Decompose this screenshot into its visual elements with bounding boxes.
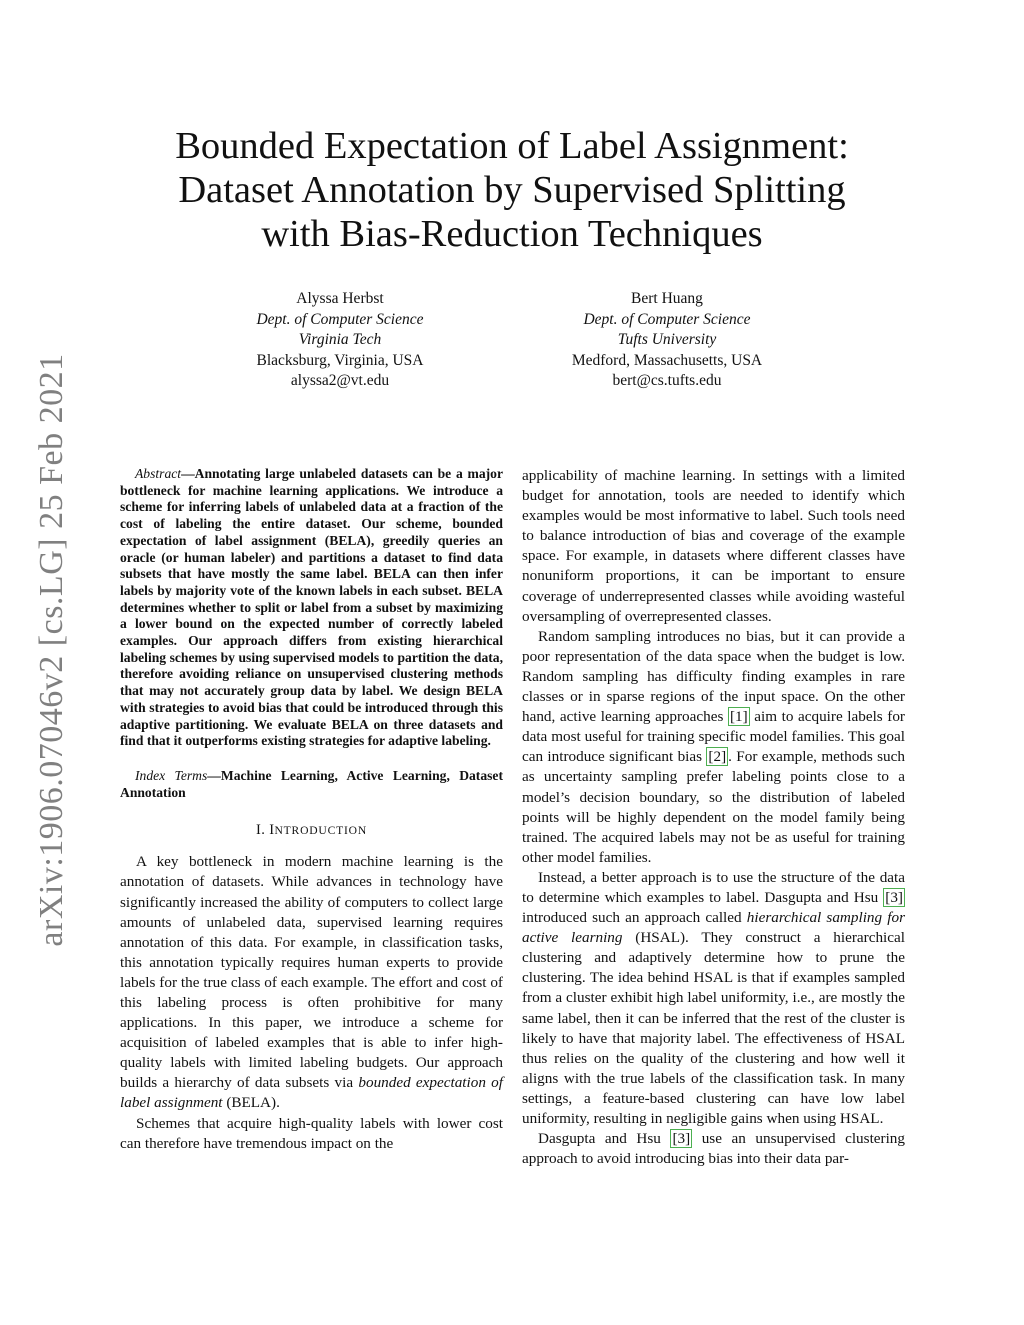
citation-link[interactable]: [1] [729, 708, 748, 726]
intro-paragraph-1: A key bottleneck in modern machine learning is the annotation of datasets. While advances in technology have significantly increased the ability of computers to collect large amounts of unlabeled data, supervised learning requires annotation of this data. For example, in classification tasks, this annotation typically requires human experts to provide labels for the true class of each example. The effort and cost of this labeling process is often prohibitive for many applications. In this paper, we introduce a scheme for acquisition of labeled examples that is able to infer high-quality labels with limited labeling budgets. Our approach builds a hierarchy of data subsets via bounded expectation of label assignment (BELA). [120, 853, 503, 1112]
intro-paragraph-2: Schemes that acquire high-quality labels with lower cost can therefore have tremendous impact on the [120, 1114, 503, 1152]
right-column [522, 466, 905, 1169]
abstract-label: Abstract [135, 466, 182, 481]
index-terms-text: Machine Learning, Active Learning, Dataset Annotation [120, 767, 503, 800]
author-block-1 [170, 289, 510, 392]
right-paragraph-1: applicability of machine learning. In settings with a limited budget for annotation, tools are needed to identify which examples would be most informative to label. Such tools need to balance introduction of bias and coverage of the example space. For example, in datasets where different classes have nonuniform proportions, it can be important to ensure coverage of underrepresented classes while avoiding wasteful oversampling of overrepresented classes. [522, 467, 905, 625]
author-institution: Tufts University [617, 331, 717, 349]
author-block-2 [497, 289, 837, 392]
author-institution: Virginia Tech [298, 331, 382, 349]
author-email: bert@cs.tufts.edu [612, 372, 722, 390]
left-column [120, 466, 503, 1154]
section-heading-introduction: I. INTRODUCTION [255, 822, 368, 839]
author-email: alyssa2@vt.edu [290, 372, 390, 390]
arxiv-watermark: arXiv:1906.07046v2 [cs.LG] 25 Feb 2021 [33, 353, 70, 947]
paper-title [100, 124, 924, 256]
author-location: Blacksburg, Virginia, USA [256, 351, 424, 369]
title-line-3: with Bias-Reduction Techniques [261, 213, 763, 255]
citation-link[interactable]: [3] [672, 1130, 691, 1148]
abstract-text: Annotating large unlabeled datasets can be a major bottleneck for machine learning applications. We introduce a scheme for inferring labels of unlabeled data at a fraction of the cost of labeling the entire dataset. Our scheme, bounded expectation of label assignment (BELA), greedily queries an oracle (or human labeler) and partitions a dataset to find data subsets that have mostly the same label. BELA can then infer labels by majority vote of the known labels in each subset. BELA determines whether to split or label from a subset by maximizing a lower bound on the expected number of correctly labeled examples. Our approach differs from existing hierarchical labeling schemes by using supervised models to partition the data, therefore avoiding reliance on unsupervised clustering methods that may not accurately group data by label. We design BELA with strategies to avoid bias that could be introduced through this adaptive partitioning. We evaluate BELA on three datasets and find that it outperforms existing strategies for adaptive labeling. [120, 466, 503, 749]
citation-link[interactable]: [3] [885, 888, 903, 906]
abstract: Abstract—Annotating large unlabeled datasets can be a major bottleneck for machine learning applications. We introduce a scheme for inferring labels of unlabeled data at a fraction of the cost of labeling the entire dataset. Our scheme, bounded expectation of label assignment (BELA), greedily queries an oracle (or human labeler) and partitions a dataset to find data subsets that have mostly the same label. BELA can then infer labels by majority vote of the known labels in each subset. BELA determines whether to split or label from a subset by maximizing a lower bound on the expected number of correctly labeled examples. Our approach differs from existing hierarchical labeling schemes by using supervised models to partition the data, therefore avoiding reliance on unsupervised clustering methods that may not accurately group data by label. We design BELA with strategies to avoid bias that could be introduced through this adaptive partitioning. We evaluate BELA on three datasets and find that it outperforms existing strategies for adaptive labeling. [120, 466, 503, 749]
index-terms: Index Terms—Machine Learning, Active Learning, Dataset Annotation [120, 767, 503, 800]
right-paragraph-2: Random sampling introduces no bias, but it can provide a poor representation of the data space when the budget is low. Random sampling has difficulty finding examples in rare classes or in sparse regions of the input space. On the other hand, active learning approaches [1] aim to acquire labels for data most useful for training specific model families. This goal can introduce significant bias [2] . For example, methods such as uncertainty sampling prefer labeling points close to a model’s decision boundary, so the distribution of labeled points will be highly dependent on the model family being trained. The acquired labels may not be as useful for training other model families. [522, 627, 905, 866]
right-paragraph-3: Instead, a better approach is to use the structure of the data to determine which examples to label. Dasgupta and Hsu [3] introduced such an approach called hierarchical sampling for active learning (HSAL). They construct a hierarchical clustering and adaptively determine how to prune the clustering. The idea behind HSAL is that if examples sampled from a cluster exhibit high label uniformity, i.e., are mostly the same label, then it can be inferred that the rest of the cluster is likely to have that majority label. The effectiveness of HSAL thus relies on the quality of the clustering and how well it aligns with the true labels of the classification task. In many settings, a feature-based clustering can have low label uniformity, resulting in negligible gains when using HSAL. [522, 868, 905, 1127]
author-name: Bert Huang [631, 290, 703, 307]
author-name: Alyssa Herbst [296, 290, 384, 307]
author-dept: Dept. of Computer Science [583, 310, 751, 328]
citation-link[interactable]: [2] [708, 748, 727, 766]
title-line-1: Bounded Expectation of Label Assignment: [175, 125, 849, 167]
author-dept: Dept. of Computer Science [256, 310, 424, 328]
right-paragraph-4: Dasgupta and Hsu [3] use an unsupervised clustering approach to avoid introducing bias into their data par- [522, 1130, 905, 1168]
index-terms-label: Index Terms [135, 767, 208, 783]
author-location: Medford, Massachusetts, USA [571, 351, 763, 369]
title-line-2: Dataset Annotation by Supervised Splitting [178, 169, 846, 211]
